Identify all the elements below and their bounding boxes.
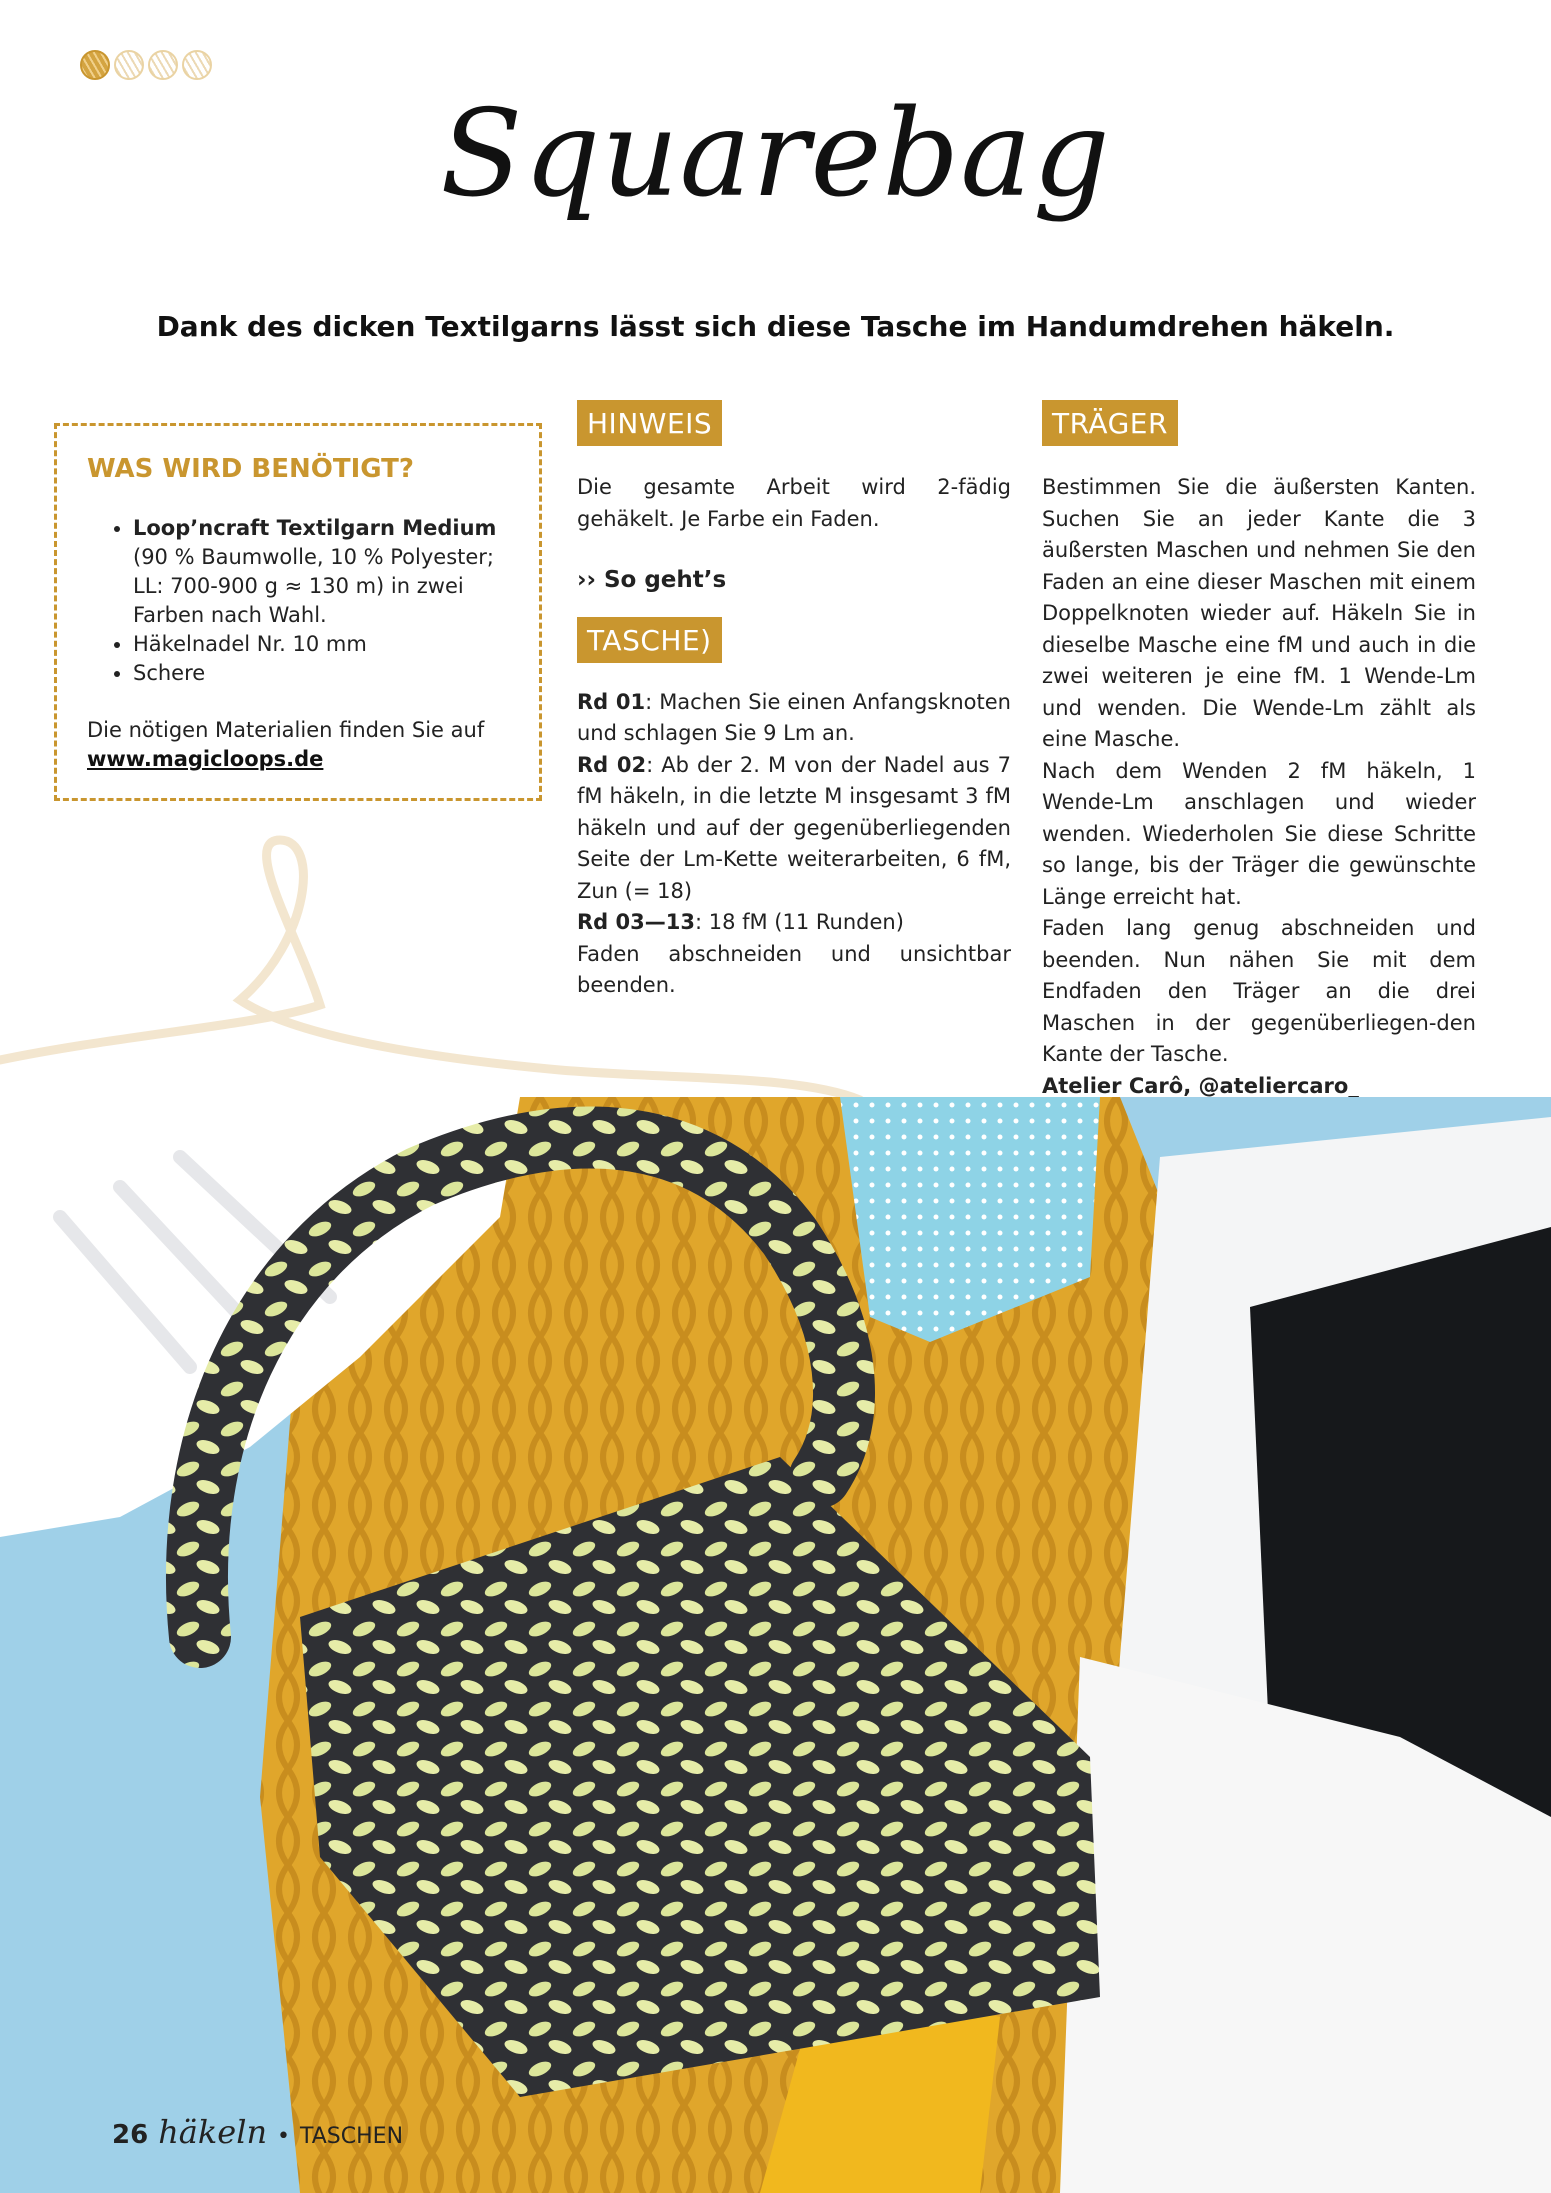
round-text: : Ab der 2. M von der Nadel aus 7 fM häkeln, in die letzte M insgesamt 3 fM häkeln und auf der gegenüberliegenden Seite der Lm-Kette weiterarbeiten, 6 fM, Zun (= 18) (577, 752, 1011, 903)
materials-note-text: Die nötigen Materialien finden Sie auf (87, 718, 485, 742)
round-label: Rd 02 (577, 752, 647, 777)
traeger-paragraph: Nach dem Wenden 2 fM häkeln, 1 Wende-Lm anschlagen und wieder wenden. Wiederholen Sie diese Schritte so lange, bis der Träger die gewünschte Länge erreicht hat. (1042, 758, 1476, 909)
round-text: : 18 fM (11 Runden) (694, 910, 904, 934)
list-item (133, 659, 509, 688)
footer-separator: • (277, 2124, 291, 2149)
list-item (133, 630, 509, 659)
round-label: Rd 03—13 (577, 910, 695, 934)
round-label: Rd 01 (577, 689, 646, 714)
tasche-tag: TASCHE) (577, 617, 722, 663)
column-hinweis-tasche (577, 400, 1011, 1002)
page-subtitle: Dank des dicken Textilgarns lässt sich diese Tasche im Handumdrehen häkeln. (156, 310, 1395, 343)
round-step (577, 907, 1011, 939)
howto-link: ›› So geht’s (577, 567, 727, 593)
tasche-instructions (577, 687, 1011, 1002)
traeger-tag: TRÄGER (1042, 400, 1178, 446)
section-name: TASCHEN (300, 2124, 404, 2149)
material-detail: (90 % Baumwolle, 10 % Polyester; LL: 700-900 g ≈ 130 m) in zwei Farben nach Wahl. (133, 545, 494, 627)
hinweis-tag: HINWEIS (577, 400, 722, 446)
magazine-name: häkeln (158, 2113, 268, 2151)
difficulty-rating (80, 50, 212, 80)
page-footer (112, 2113, 403, 2151)
product-photo-illustration (0, 1097, 1551, 2193)
round-step (577, 750, 1011, 908)
closing-text: Faden abschneiden und unsichtbar beenden. (577, 941, 1011, 997)
product-photo (0, 1097, 1551, 2193)
round-text: : Machen Sie einen Anfangsknoten und schlagen Sie 9 Lm an. (577, 689, 1011, 745)
materials-note (87, 716, 509, 774)
traeger-paragraph: Bestimmen Sie die äußersten Kanten. Suchen Sie an jeder Kante die 3 äußersten Maschen und nehmen Sie den Faden an eine dieser Maschen mit einem Doppelknoten wieder auf. Häkeln Sie in dieselbe Masche eine fM und auch in die zwei weiteren je eine fM. 1 Wende-Lm und wenden. Die Wende-Lm zählt als eine Masche. (1042, 475, 1476, 751)
yarn-ball-icon (182, 50, 212, 80)
round-step (577, 687, 1011, 750)
materials-box (54, 423, 542, 801)
page-number: 26 (112, 2120, 149, 2150)
materials-heading: WAS WIRD BENÖTIGT? (87, 454, 414, 484)
list-item (133, 514, 509, 630)
traeger-paragraph: Faden lang genug abschneiden und beenden. Nun nähen Sie mit dem Endfaden den Träger an die drei Maschen in der gegenüberliegen-den Kante der Tasche. (1042, 916, 1476, 1066)
material-name: Loop’ncraft Textilgarn Medium (133, 516, 497, 540)
yarn-ball-icon (80, 50, 110, 80)
materials-link[interactable]: www.magicloops.de (87, 747, 324, 771)
column-traeger (1042, 400, 1476, 1165)
yarn-ball-icon (114, 50, 144, 80)
material-detail: Häkelnadel Nr. 10 mm (133, 632, 367, 656)
material-detail: Schere (133, 661, 206, 685)
materials-list (87, 514, 509, 688)
hinweis-text: Die gesamte Arbeit wird 2-fädig gehäkelt. Je Farbe ein Faden. (577, 475, 1011, 531)
credit-designer: Atelier Carô, @ateliercaro_ (1042, 1073, 1359, 1098)
yarn-ball-icon (148, 50, 178, 80)
page-title: Squarebag (440, 85, 1111, 224)
